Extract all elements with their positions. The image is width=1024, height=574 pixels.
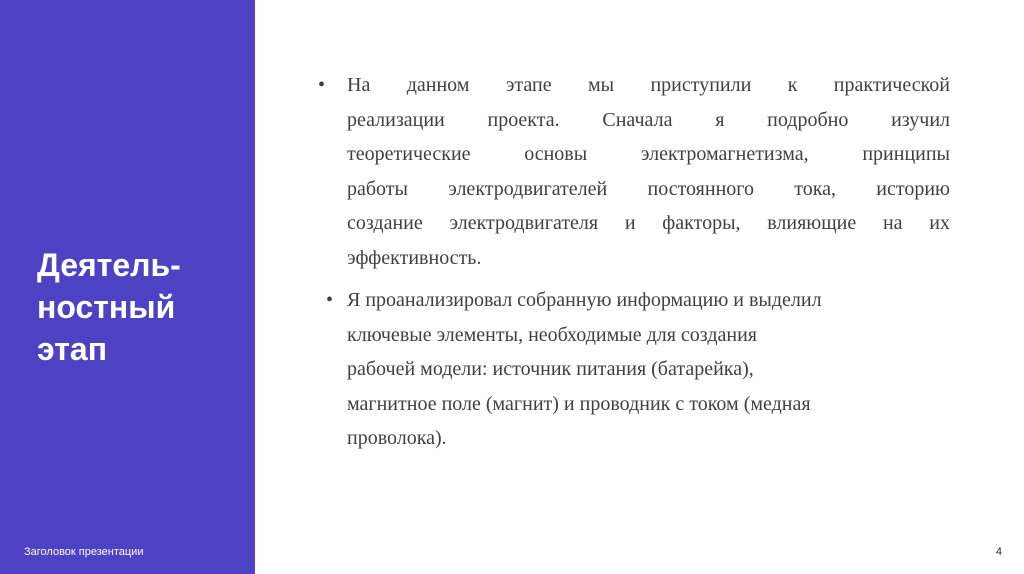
page-number: 4 [995, 546, 1002, 558]
bullet-dot: • [326, 289, 334, 311]
slide-body [315, 68, 950, 456]
bullet-text-line: ключевые элементы, необходимые для создания [347, 323, 757, 346]
bullet-text-line: рабочей модели: источник питания (батарейка), [347, 358, 754, 380]
bullet-text-line: реализации проекта. Сначала я подробно изучил [347, 108, 950, 131]
bullet-dot: • [318, 74, 326, 96]
slide-title [37, 244, 247, 370]
bullet-text-line: На данном этапе мы приступили к практической [347, 74, 950, 96]
bullet-text-line: создание электродвигателя и факторы, влияющие на их [347, 212, 950, 234]
slide-title-line: этап [37, 331, 108, 367]
slide-title-line: Деятель- [37, 247, 181, 283]
bullet-text-line: магнитное поле (магнит) и проводник с током (медная [347, 392, 811, 415]
bullet-item [315, 68, 950, 275]
presentation-footer: Заголовок презентации [24, 546, 144, 558]
bullet-text-line: работы электродвигателей постоянного тока, историю [347, 177, 950, 200]
bullet-text-line: Я проанализировал собранную информацию и выделил [347, 289, 822, 311]
bullet-text-line: проволока). [347, 427, 447, 449]
bullet-item [315, 283, 950, 456]
slide-title-line: ностный [37, 289, 176, 325]
bullet-text-line: теоретические основы электромагнетизма, принципы [347, 143, 950, 165]
bullet-text-line: эффективность. [347, 246, 482, 269]
sidebar-panel [0, 0, 255, 574]
